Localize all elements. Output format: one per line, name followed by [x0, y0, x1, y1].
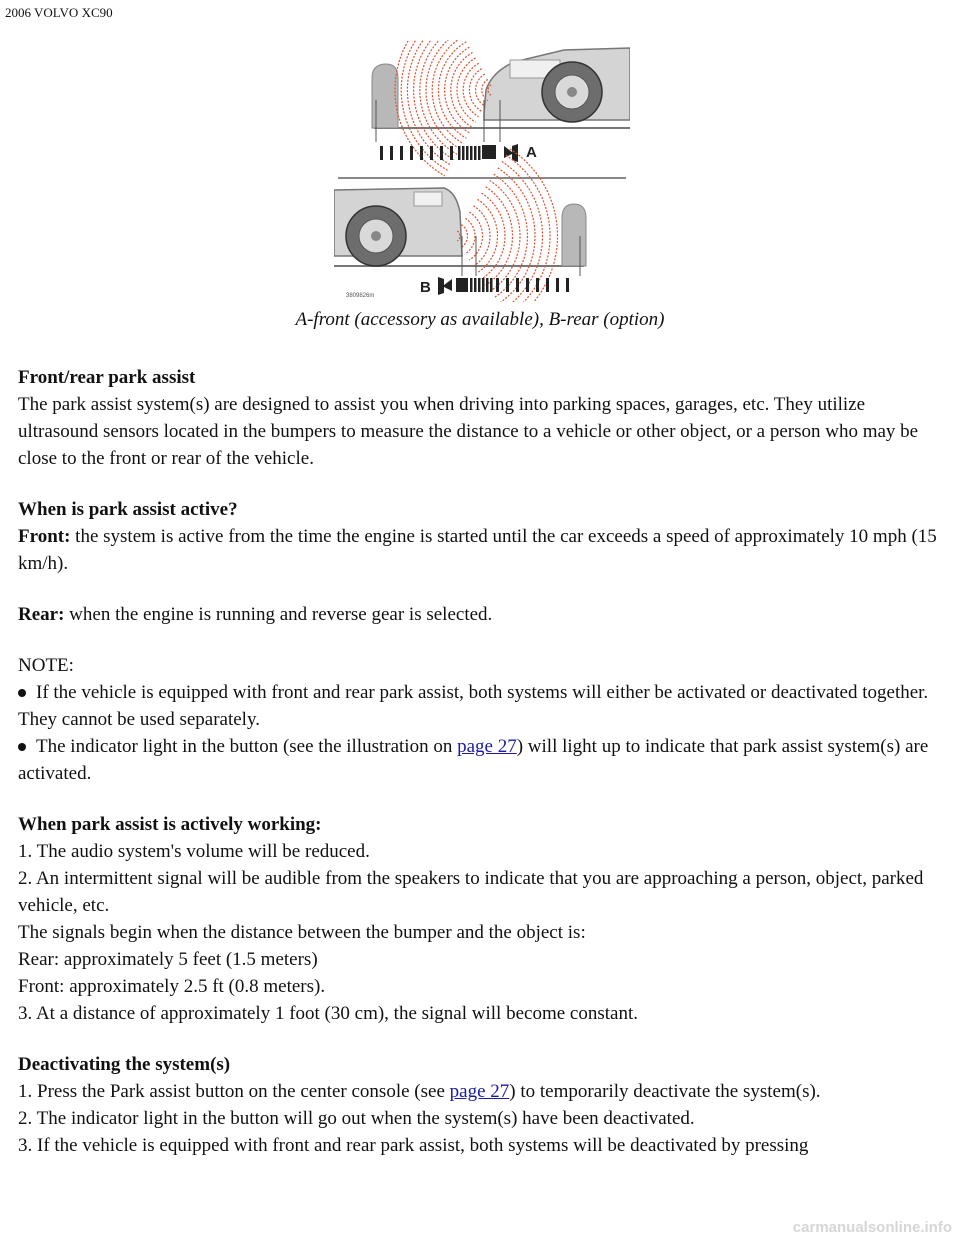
distance-tick	[496, 278, 499, 292]
section-rear	[18, 601, 948, 628]
distance-tick	[450, 146, 453, 160]
working-line-1: 1. The audio system's volume will be reduced.	[18, 841, 370, 862]
front-text: the system is active from the time the engine is started until the car exceeds a speed of approximately 10 mph (15 km/h).	[18, 526, 937, 574]
rear-obstacle-post	[562, 204, 586, 266]
distance-tick	[462, 146, 465, 160]
working-line-2: 2. An intermittent signal will be audible from the speakers to indicate that you are approaching a person, object, parked vehicle, etc.	[18, 868, 924, 916]
section-working	[18, 811, 948, 1027]
distance-tick	[566, 278, 569, 292]
sound-wave-arc	[465, 218, 475, 253]
figure-caption: A-front (accessory as available), B-rear (option)	[295, 309, 665, 330]
sound-wave-arc	[476, 74, 485, 106]
document-body	[18, 364, 948, 1183]
distance-tick	[546, 278, 549, 292]
distance-tick	[420, 146, 423, 160]
rear-panel	[334, 149, 586, 302]
sound-wave-arc	[407, 40, 451, 165]
page-27-link[interactable]: page 27	[457, 736, 517, 757]
front-panel	[372, 40, 630, 176]
sound-wave-arc	[426, 40, 460, 149]
distance-tick	[458, 146, 461, 160]
rear-speaker-icon	[438, 277, 452, 295]
distance-tick	[486, 278, 489, 292]
distance-tick	[440, 146, 443, 160]
label-a: A	[526, 144, 537, 161]
distance-tick	[380, 146, 383, 160]
distance-tick	[490, 278, 493, 292]
deactivate-line-1	[18, 1078, 948, 1105]
bullet-text-pre: The indicator light in the button (see the illustration on	[36, 736, 458, 757]
distance-tick	[470, 146, 473, 160]
section-heading: When is park assist active?	[18, 499, 238, 520]
distance-tick	[482, 278, 485, 292]
distance-tick	[506, 278, 509, 292]
section-note	[18, 652, 948, 787]
paragraph-front	[18, 523, 948, 577]
distance-tick	[536, 278, 539, 292]
front-label: Front:	[18, 526, 71, 547]
distance-tick	[390, 146, 393, 160]
deactivate-text-pre: 1. Press the Park assist button on the center console (see	[18, 1081, 450, 1102]
park-assist-illustration	[334, 40, 630, 302]
distance-tick	[474, 278, 477, 292]
page-27-link[interactable]: page 27	[449, 1081, 510, 1102]
section-intro	[18, 364, 948, 472]
bullet-dot	[18, 743, 26, 751]
sound-wave-arc	[478, 199, 498, 272]
bullet-dot	[18, 689, 26, 697]
sound-wave-arc	[463, 63, 478, 116]
working-line-5: Front: approximately 2.5 ft (0.8 meters).	[18, 976, 326, 997]
front-distance-ticks	[380, 146, 481, 160]
section-deactivating	[18, 1051, 948, 1159]
note-bullet-2	[18, 733, 948, 787]
working-line-6: 3. At a distance of approximately 1 foot (30 cm), the signal will become constant.	[18, 1003, 638, 1024]
distance-tick	[556, 278, 559, 292]
distance-tick	[478, 146, 481, 160]
section-active	[18, 496, 948, 577]
distance-tick	[400, 146, 403, 160]
distance-tick	[516, 278, 519, 292]
rear-distance-ticks	[470, 278, 569, 292]
paragraph-rear	[18, 601, 948, 628]
section-heading: When park assist is actively working:	[18, 814, 322, 835]
watermark: carmanualsonline.info	[792, 1219, 952, 1236]
label-b: B	[420, 279, 431, 296]
park-assist-diagram	[334, 40, 630, 302]
distance-tick	[410, 146, 413, 160]
distance-tick	[430, 146, 433, 160]
working-line-3: The signals begin when the distance between the bumper and the object is:	[18, 922, 586, 943]
section-heading: Front/rear park assist	[18, 367, 196, 388]
paragraph: The park assist system(s) are designed to assist you when driving into parking spaces, garages, etc. They utilize ultrasound sensors located in the bumpers to measure the distance to a vehicle or other object, or a person who may be close to the front or rear of the vehicle.	[18, 394, 919, 469]
deactivate-line-3: 3. If the vehicle is equipped with front and rear park assist, both systems will be deactivated by pressing	[18, 1135, 809, 1156]
page-header-title: 2006 VOLVO XC90	[5, 5, 113, 20]
note-bullet-1	[18, 679, 948, 733]
distance-tick	[526, 278, 529, 292]
front-sound-waves	[395, 40, 491, 176]
bullet-text-post: ) will light up to indicate that park assist system(s) are activated.	[18, 736, 929, 784]
distance-tick	[466, 146, 469, 160]
distance-tick	[478, 278, 481, 292]
section-heading: Deactivating the system(s)	[18, 1054, 231, 1075]
rear-text: when the engine is running and reverse gear is selected.	[64, 604, 493, 625]
figure-code: 3809826m	[346, 293, 375, 299]
distance-tick	[474, 146, 477, 160]
deactivate-line-2: 2. The indicator light in the button will go out when the system(s) have been deactivated.	[18, 1108, 695, 1129]
deactivate-text-post: ) to temporarily deactivate the system(s).	[509, 1081, 821, 1102]
distance-tick	[470, 278, 473, 292]
note-heading: NOTE:	[18, 655, 74, 676]
rear-label: Rear:	[18, 604, 65, 625]
working-line-4: Rear: approximately 5 feet (1.5 meters)	[18, 949, 318, 970]
bullet-text: If the vehicle is equipped with front and rear park assist, both systems will either be activated or deactivated together. They cannot be used separately.	[18, 682, 929, 730]
